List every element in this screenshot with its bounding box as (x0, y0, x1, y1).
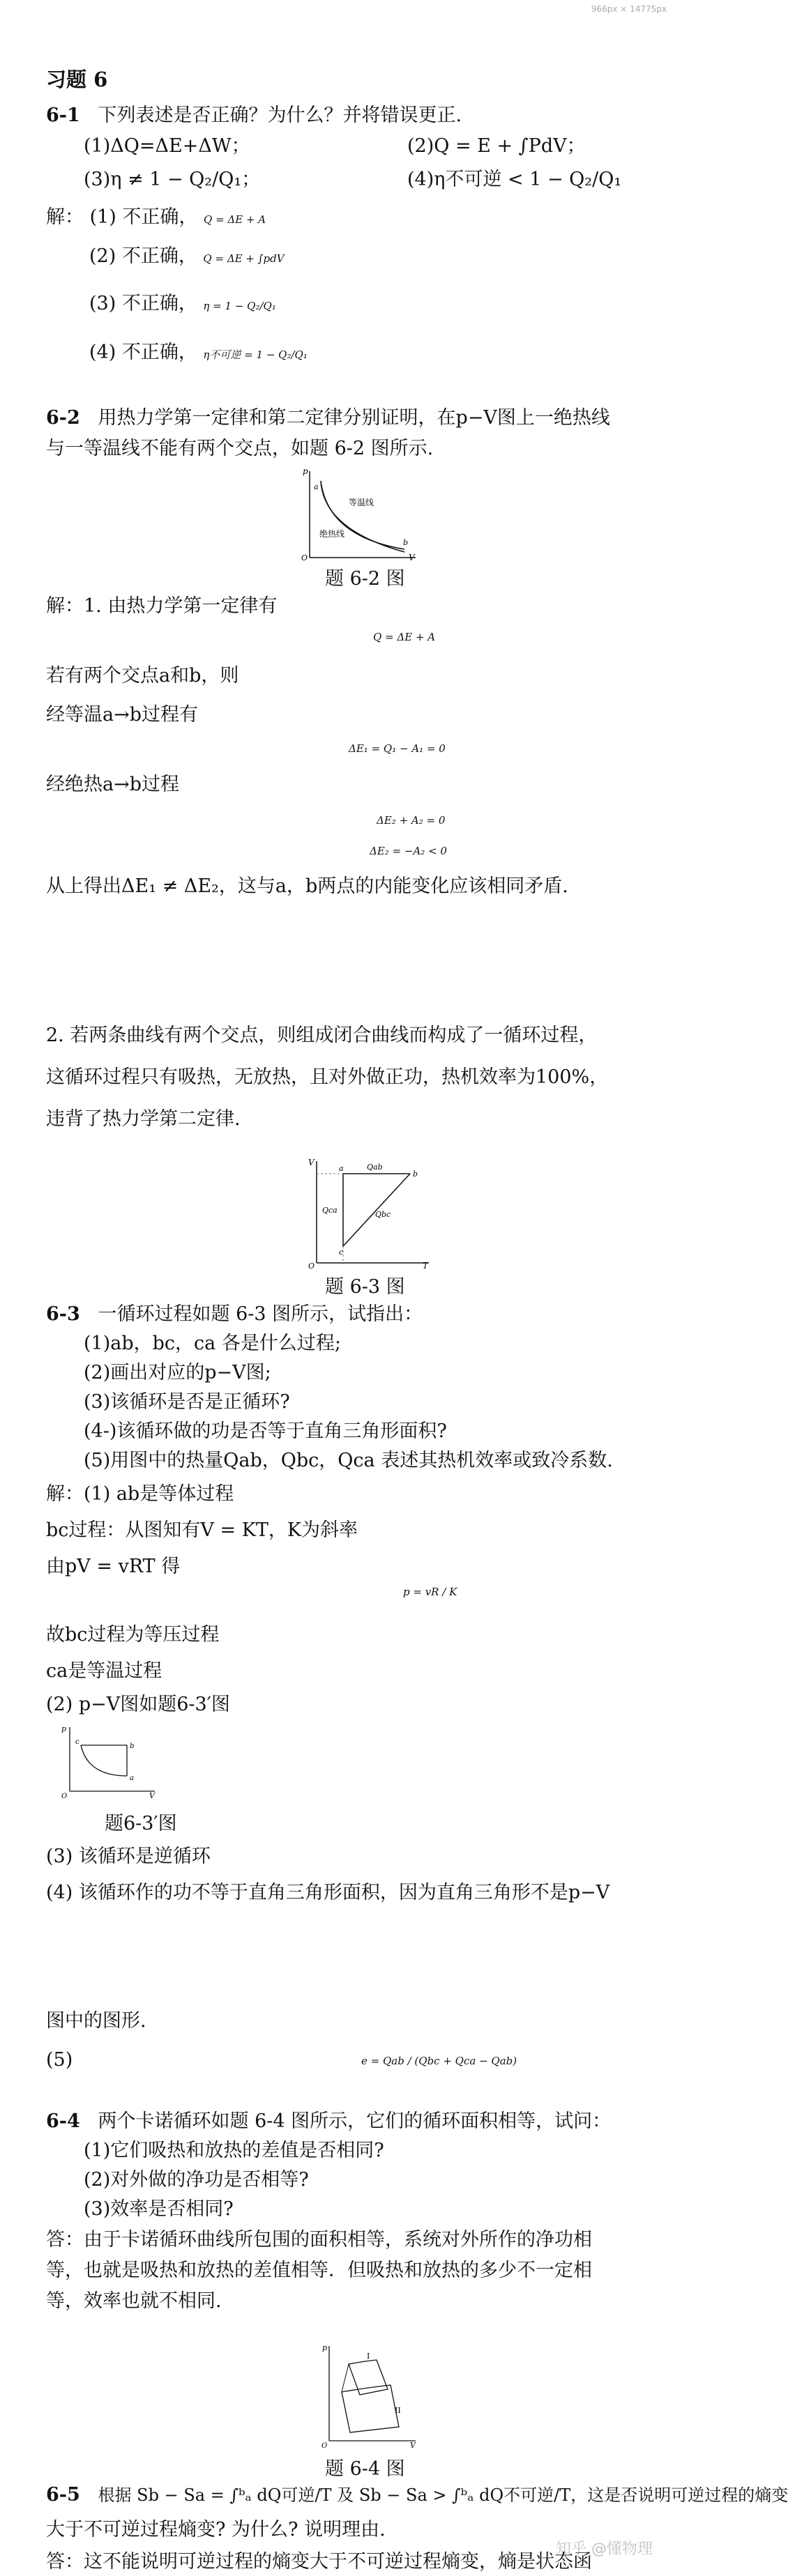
p-axis-label: p (61, 1724, 67, 1733)
answer-6-5-line-1: 答：这不能说明可逆过程的熵变大于不可逆过程熵变，熵是状态函 (46, 2551, 592, 2573)
origin-label: O (61, 1793, 68, 1800)
item-3: (3)效率是否相同? (84, 2198, 234, 2220)
item-4: (4-)该循环做的功是否等于直角三角形面积? (84, 1420, 447, 1442)
figure-6-3 (307, 1157, 432, 1271)
problem-text: 一循环过程如题 6-3 图所示，试指出： (98, 1303, 423, 1325)
cycle-ii (342, 2385, 399, 2432)
isotherm-label: 等温线 (349, 498, 374, 507)
adiabat-label: 绝热线 (319, 529, 345, 539)
solution-6-3-line-5: ca是等温过程 (46, 1660, 162, 1682)
solution-6-3-line-1: 解：(1) ab是等体过程 (46, 1483, 234, 1505)
item-4: (4)η不可逆 < 1 − Q₂/Q₁ (407, 169, 622, 190)
equation-adiabatic-1: ΔE₂ + A₂ = 0 (377, 814, 446, 827)
solution-6-2-part2-line-2: 这循环过程只有吸热，无放热，且对外做正功，热机效率为100%， (46, 1066, 609, 1088)
cycle-edge (342, 2364, 349, 2392)
viewer-size-label: 966px × 14775px (591, 4, 667, 14)
problem-text: 用热力学第一定律和第二定律分别证明，在p−V图上一绝热线 (98, 407, 610, 429)
v-axis-label: V (308, 1158, 315, 1167)
v-axis-label: V (149, 1791, 155, 1800)
answer-6-1-2 (89, 243, 703, 273)
figure-6-2 (300, 467, 418, 561)
heat-qab-label: Qab (367, 1163, 383, 1172)
problem-6-5-line-2: 大于不可逆过程熵变? 为什么? 说明理由. (46, 2519, 386, 2540)
path-bc (81, 1745, 127, 1776)
answer-6-1-1 (46, 204, 660, 233)
equation-isothermal: ΔE₁ = Q₁ − A₁ = 0 (349, 742, 446, 755)
chapter-title: 习题 6 (46, 68, 108, 91)
equation: η = 1 − Q₂/Q₁ (203, 300, 276, 312)
figure-6-2-caption: 题 6-2 图 (325, 568, 405, 590)
item-3: (3)η ≠ 1 − Q₂/Q₁； (84, 169, 261, 190)
equation: η不可逆 = 1 − Q₂/Q₁ (203, 348, 308, 361)
point-c-label: c (75, 1738, 79, 1746)
solution-6-3-line-2: bc过程：从图知有V = KT，K为斜率 (46, 1519, 358, 1541)
problem-6-2-line-2: 与一等温线不能有两个交点，如题 6-2 图所示. (46, 438, 434, 459)
figure-6-4-caption: 题 6-4 图 (325, 2458, 405, 2480)
point-a-label: a (130, 1774, 134, 1782)
solution-6-3-line-10: (5) (46, 2049, 73, 2071)
equation-cop: e = Qab / (Qbc + Qca − Qab) (361, 2055, 517, 2067)
item-2: (2)对外做的净功是否相等? (84, 2169, 309, 2191)
p-axis-label: p (303, 466, 308, 476)
solution-6-2-line-4: 经绝热a→b过程 (46, 774, 180, 795)
isotherm-curve (321, 481, 404, 549)
solution-6-2-line-5: 从上得出ΔE₁ ≠ ΔE₂，这与a，b两点的内能变化应该相同矛盾. (46, 875, 568, 897)
point-b-label: b (403, 538, 409, 547)
solution-6-2-line-2: 若有两个交点a和b，则 (46, 665, 239, 687)
answer-6-4-line-1: 答：由于卡诺循环曲线所包围的面积相等，系统对外所作的净功相 (46, 2229, 592, 2251)
heat-qca-label: Qca (322, 1206, 338, 1215)
v-axis-label: V (410, 2441, 416, 2450)
problem-number: 6-4 (46, 2110, 80, 2132)
solution-6-3-line-3: 由pV = vRT 得 (46, 1556, 181, 1577)
solution-6-3-line-4: 故bc过程为等压过程 (46, 1624, 220, 1646)
answer-text: (4) 不正确， (89, 342, 197, 363)
problem-6-2-line-1 (46, 404, 660, 432)
adiabat-curve (321, 481, 404, 552)
equation: Q = ΔE + A (204, 213, 266, 226)
problem-6-4-stem (46, 2108, 660, 2136)
problem-text: 下列表述是否正确？为什么？并将错误更正. (98, 105, 462, 126)
figure-6-4 (321, 2343, 418, 2448)
item-1: (1)ab，bc，ca 各是什么过程; (84, 1333, 341, 1354)
solution-6-2-part2-line-3: 违背了热力学第二定律. (46, 1108, 241, 1130)
cycle-ii-label: II (395, 2406, 401, 2415)
equation: Q = ΔE + ∫pdV (203, 252, 285, 265)
solution-6-3-line-7: (3) 该循环是逆循环 (46, 1846, 211, 1867)
p-axis-label: p (322, 2343, 328, 2352)
figure-6-3-prime-caption: 题6-3′图 (105, 1813, 177, 1834)
heat-qbc-label: Qbc (375, 1210, 391, 1219)
problem-6-3-stem (46, 1301, 660, 1328)
problem-text: 根据 Sb − Sa = ∫ᵇₐ dQ可逆/T 及 Sb − Sa > ∫ᵇₐ dQ不可逆/T，这是否说明可逆过程的熵变 (98, 2485, 788, 2505)
item-2: (2)画出对应的p−V图; (84, 1362, 271, 1383)
point-a-label: a (339, 1164, 344, 1173)
point-c-label: c (339, 1248, 344, 1257)
origin-label: O (321, 2442, 328, 2450)
solution-6-2-line-1: 解：1. 由热力学第一定律有 (46, 595, 278, 617)
answer-6-1-4 (89, 339, 703, 369)
solution-6-2-part2-line-1: 2. 若两条曲线有两个交点，则组成闭合曲线而构成了一循环过程， (46, 1025, 598, 1046)
watermark: 知乎 @懂物理 (556, 2540, 653, 2558)
answer-label: 解： (46, 206, 84, 228)
problem-6-5-line-1 (46, 2481, 788, 2509)
answer-6-4-line-3: 等，效率也就不相同. (46, 2290, 222, 2312)
item-5: (5)用图中的热量Qab，Qbc，Qca 表述其热机效率或致冷系数. (84, 1450, 613, 1471)
answer-6-1-3 (89, 290, 703, 320)
viewer-size-bar (0, 0, 674, 17)
problem-number: 6-5 (46, 2484, 80, 2506)
solution-6-3-line-9: 图中的图形. (46, 2010, 146, 2032)
origin-label: O (301, 553, 308, 562)
equation-pressure: p = vR / K (403, 1586, 457, 1598)
equation-adiabatic-2: ΔE₂ = −A₂ < 0 (370, 845, 447, 857)
problem-number: 6-1 (46, 105, 80, 126)
item-1: (1)它们吸热和放热的差值是否相同? (84, 2140, 384, 2161)
figure-6-3-prime (60, 1724, 158, 1801)
point-b-label: b (130, 1742, 135, 1750)
t-axis-label: T (423, 1261, 429, 1271)
solution-6-3-line-8: (4) 该循环作的功不等于直角三角形面积，因为直角三角形不是p−V (46, 1882, 610, 1903)
point-a-label: a (314, 482, 319, 491)
equation-first-law: Q = ΔE + A (373, 631, 436, 643)
item-2: (2)Q = E + ∫PdV； (407, 135, 586, 157)
answer-6-4-line-2: 等，也就是吸热和放热的差值相等．但吸热和放热的多少不一定相 (46, 2260, 592, 2281)
problem-number: 6-3 (46, 1303, 80, 1325)
figure-6-3-caption: 题 6-3 图 (325, 1276, 405, 1298)
answer-text: (2) 不正确， (89, 245, 197, 267)
problem-number: 6-2 (46, 407, 80, 429)
point-b-label: b (413, 1170, 418, 1179)
solution-6-3-line-6: (2) p−V图如题6-3′图 (46, 1694, 230, 1715)
problem-text: 两个卡诺循环如题 6-4 图所示，它们的循环面积相等，试问： (98, 2110, 612, 2132)
solution-6-2-line-3: 经等温a→b过程有 (46, 704, 199, 726)
answer-text: (1) 不正确， (89, 206, 198, 228)
problem-6-1-stem (46, 102, 660, 130)
cycle-i-label: I (367, 2352, 370, 2361)
origin-label: O (308, 1262, 315, 1271)
answer-text: (3) 不正确， (89, 293, 197, 314)
item-1: (1)ΔQ=ΔE+ΔW； (84, 135, 250, 157)
item-3: (3)该循环是否是正循环? (84, 1391, 290, 1413)
v-axis-label: V (409, 553, 415, 562)
